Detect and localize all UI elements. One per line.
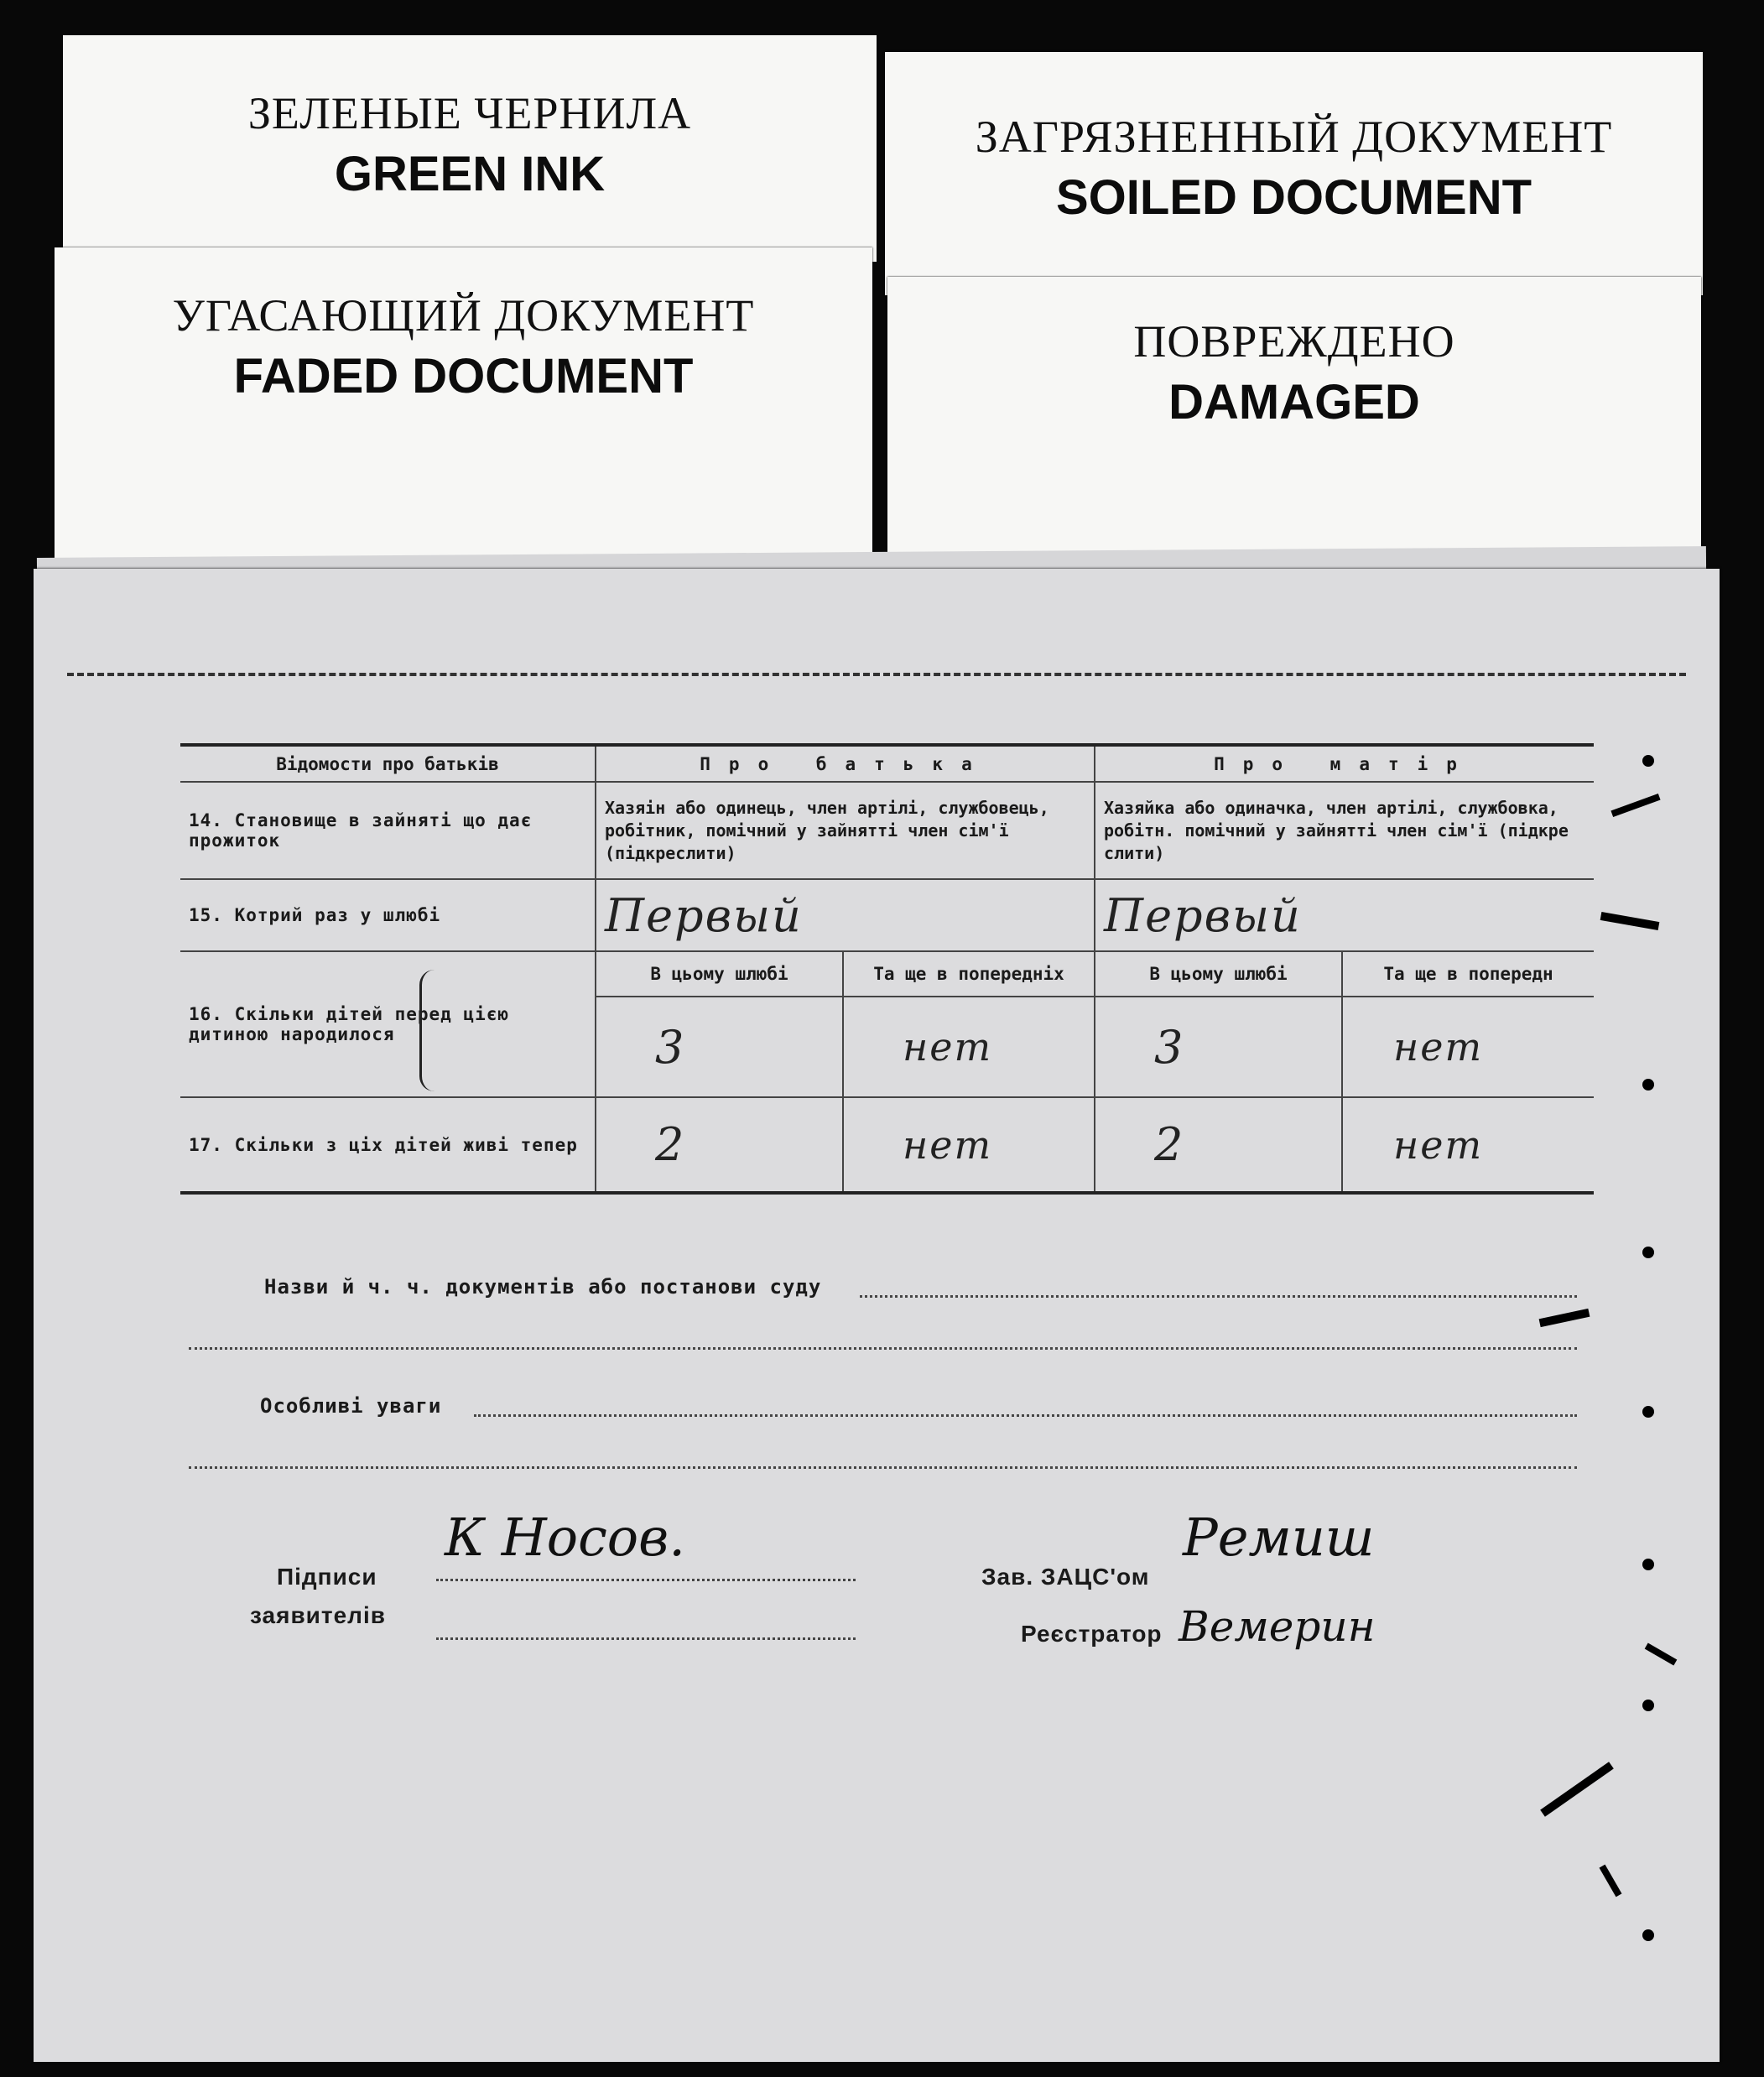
row17-label: 17. Скільки з ціх дітей живі тепер [180,1097,596,1193]
notes-dotted-line [474,1414,1577,1417]
punch-hole [1642,1929,1654,1941]
parents-info-table [180,743,1594,1195]
registry-form-sheet [34,569,1720,2062]
about-mother-header: Про матір [1095,745,1594,782]
card-ru-label: УГАСАЮЩИЙ ДОКУМЕНТ [172,290,755,341]
subheader-previous-mother: Та ще в попередн [1342,951,1594,997]
documents-label: Назви й ч. ч. документів або постанови суду [264,1275,822,1299]
card-en-label: DAMAGED [1168,375,1420,429]
green-ink-card [63,35,877,262]
card-ru-label: ЗЕЛЕНЫЕ ЧЕРНИЛА [247,88,692,138]
damage-tear [1539,1309,1590,1327]
subheader-this-marriage-mother: В цьому шлюбі [1095,951,1342,997]
handwritten-value: нет [1393,1024,1484,1070]
row15-mother-cell [1095,879,1594,951]
card-ru-label: ПОВРЕЖДЕНО [1133,316,1455,367]
applicant-sign-line-1 [436,1579,856,1581]
documents-dotted-line-2 [189,1347,1577,1350]
applicants-label-2: заявителів [250,1602,386,1628]
row14-label: 14. Становище в зайняті що дає прожиток [180,782,596,879]
damage-tear [1600,1865,1622,1897]
punch-hole [1642,1559,1654,1570]
faded-document-card [55,247,872,558]
special-notes-label: Особливі уваги [260,1394,442,1418]
punch-hole [1642,755,1654,767]
row17-father-this [596,1097,843,1193]
card-en-label: GREEN INK [334,147,606,201]
damaged-card [887,277,1701,562]
row14-father-options: Хазяін або одинець, член артілі, службовець, робітник, помічний у зайнятті член сім'ї (підкреслити) [596,782,1095,879]
card-en-label: FADED DOCUMENT [233,349,694,403]
damage-tear [1645,1643,1678,1666]
punch-hole [1642,1406,1654,1418]
row16-mother-prev [1342,997,1594,1097]
row17-mother-prev [1342,1097,1594,1193]
row17-father-prev [843,1097,1095,1193]
soiled-document-card [885,52,1703,295]
damage-tear [1600,912,1660,930]
damage-tear [1540,1762,1614,1817]
notes-dotted-line-2 [189,1466,1577,1469]
signature-brace [419,970,439,1091]
row15-father-cell [596,879,1095,951]
handwritten-value: Первый [605,888,803,942]
perforation-line [67,673,1686,676]
handwritten-value: 2 [655,1118,686,1171]
damage-tear [1610,794,1660,817]
row16-mother-this [1095,997,1342,1097]
handwritten-value: Первый [1104,888,1302,942]
row15-label: 15. Котрий раз у шлюбі [180,879,596,951]
parents-info-header: Відомости про батьків [180,745,596,782]
registrar-label: Реєстратор [1021,1621,1163,1647]
row17-mother-this [1095,1097,1342,1193]
head-label: Зав. ЗАЦС'ом [981,1564,1150,1590]
row14-mother-options: Хазяйка або одиначка, член артілі, службовка, робітн. помічний у зайнятті член сім'ї (підкре слити) [1095,782,1594,879]
head-signature: Ремиш [1183,1507,1375,1568]
row16-label: 16. Скільки дітей перед цією дитиною народилося [180,951,596,1097]
handwritten-value: нет [903,1024,993,1070]
handwritten-value: 3 [655,1020,686,1074]
applicants-label-1: Підписи [277,1564,377,1590]
card-ru-label: ЗАГРЯЗНЕННЫЙ ДОКУМЕНТ [975,112,1613,162]
subheader-this-marriage-father: В цьому шлюбі [596,951,843,997]
punch-hole [1642,1700,1654,1711]
card-en-label: SOILED DOCUMENT [1055,170,1532,225]
handwritten-value: нет [1393,1122,1484,1168]
punch-hole [1642,1247,1654,1258]
registrar-signature: Вемерин [1179,1602,1376,1651]
row16-father-prev [843,997,1095,1097]
handwritten-value: нет [903,1122,993,1168]
documents-dotted-line [860,1295,1577,1298]
subheader-previous-father: Та ще в попередніх [843,951,1095,997]
handwritten-value: 2 [1154,1118,1185,1171]
row16-father-this [596,997,843,1097]
handwritten-value: 3 [1154,1020,1185,1074]
punch-hole [1642,1079,1654,1091]
applicant-sign-line-2 [436,1637,856,1640]
about-father-header: Про батька [596,745,1095,782]
applicant-signature: К Носов. [445,1507,685,1568]
